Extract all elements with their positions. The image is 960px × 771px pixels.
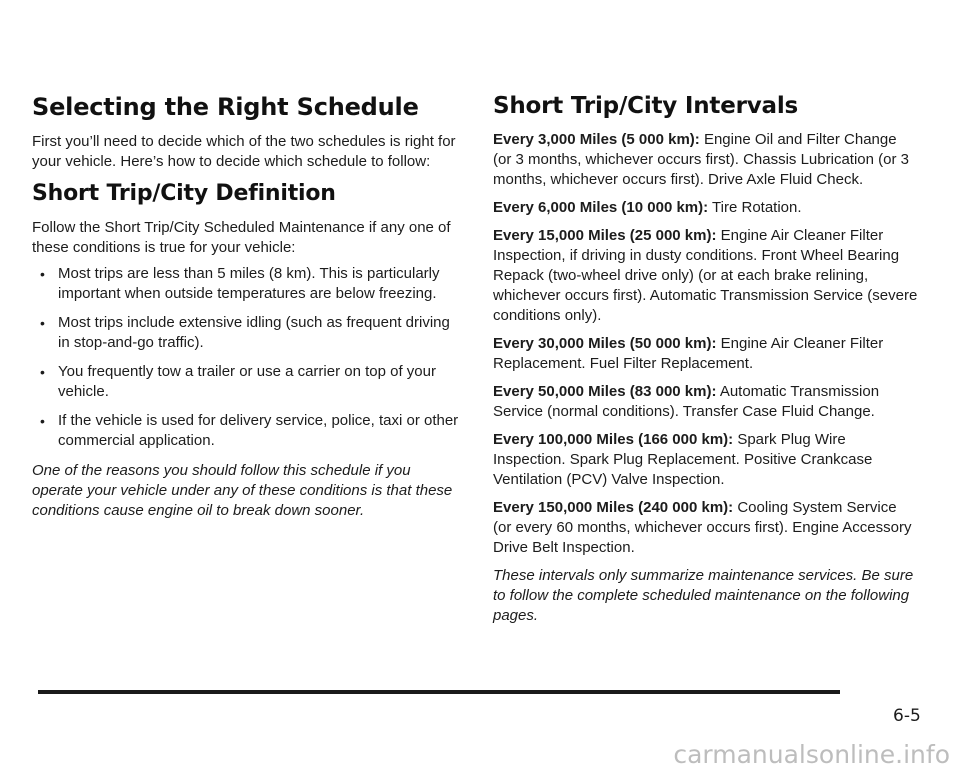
interval-entry	[493, 198, 918, 218]
intro-paragraph: First you’ll need to decide which of the two schedules is right for your vehicle. Here’s how to decide which schedule to follow:	[32, 133, 456, 170]
interval-text: Engine Air Cleaner Filter Inspection, if driving in dusty conditions. Front Wheel Bearing Repack (two-wheel drive only) (or at each brake relining, whichever occurs first). Automatic Transmission Service (severe conditions only).	[493, 227, 918, 324]
interval-label: Every 3,000 Miles (5 000 km):	[493, 131, 700, 148]
footer-rule	[38, 690, 840, 694]
list-item-text: Most trips include extensive idling (such as frequent driving in stop-and-go traffic).	[58, 314, 450, 351]
interval-entry	[493, 226, 918, 326]
left-column	[32, 92, 462, 527]
intervals-note: These intervals only summarize maintenance services. Be sure to follow the complete scheduled maintenance on the following pages.	[493, 567, 914, 624]
bullet-icon: •	[40, 266, 45, 282]
interval-entry	[493, 334, 918, 374]
page-number: 6-5	[893, 706, 921, 726]
interval-label: Every 15,000 Miles (25 000 km):	[493, 227, 717, 244]
interval-text: Engine Air Cleaner Filter Replacement. Fuel Filter Replacement.	[493, 335, 884, 372]
intervals-heading: Short Trip/City Intervals	[493, 93, 799, 119]
watermark-text: carmanualsonline.info	[673, 740, 950, 769]
interval-entry	[493, 498, 918, 558]
list-item	[32, 313, 462, 353]
interval-label: Every 30,000 Miles (50 000 km):	[493, 335, 717, 352]
bullet-icon: •	[40, 364, 45, 380]
interval-text: Spark Plug Wire Inspection. Spark Plug Replacement. Positive Crankcase Ventilation (PCV) Valve Inspection.	[493, 431, 873, 488]
interval-entry	[493, 130, 918, 190]
list-item	[32, 411, 462, 451]
interval-entry	[493, 382, 918, 422]
list-item-text: Most trips are less than 5 miles (8 km). This is particularly important when outside temperatures are below freezing.	[58, 265, 440, 302]
list-item-text: You frequently tow a trailer or use a carrier on top of your vehicle.	[58, 363, 436, 400]
interval-text: Automatic Transmission Service (normal conditions). Transfer Case Fluid Change.	[493, 383, 880, 420]
conditions-list	[32, 264, 462, 451]
interval-label: Every 150,000 Miles (240 000 km):	[493, 499, 734, 516]
list-item	[32, 264, 462, 304]
bullet-icon: •	[40, 315, 45, 331]
schedule-note: One of the reasons you should follow this schedule if you operate your vehicle under any of these conditions is that these conditions cause engine oil to break down sooner.	[32, 462, 453, 519]
interval-text: Cooling System Service (or every 60 months, whichever occurs first). Engine Accessory Drive Belt Inspection.	[493, 499, 912, 556]
definition-lead: Follow the Short Trip/City Scheduled Maintenance if any one of these conditions is true for your vehicle:	[32, 219, 451, 256]
bullet-icon: •	[40, 413, 45, 429]
interval-text: Tire Rotation.	[708, 199, 802, 216]
interval-label: Every 50,000 Miles (83 000 km):	[493, 383, 717, 400]
list-item	[32, 362, 462, 402]
list-item-text: If the vehicle is used for delivery service, police, taxi or other commercial application.	[58, 412, 459, 449]
right-column	[493, 92, 918, 626]
definition-heading: Short Trip/City Definition	[32, 181, 336, 206]
interval-label: Every 100,000 Miles (166 000 km):	[493, 431, 734, 448]
interval-entry	[493, 430, 918, 490]
interval-label: Every 6,000 Miles (10 000 km):	[493, 199, 709, 216]
section-title: Selecting the Right Schedule	[32, 93, 419, 121]
interval-text: Engine Oil and Filter Change (or 3 months, whichever occurs first). Chassis Lubrication (or 3 months, whichever occurs first). Drive Axle Fluid Check.	[493, 131, 909, 188]
